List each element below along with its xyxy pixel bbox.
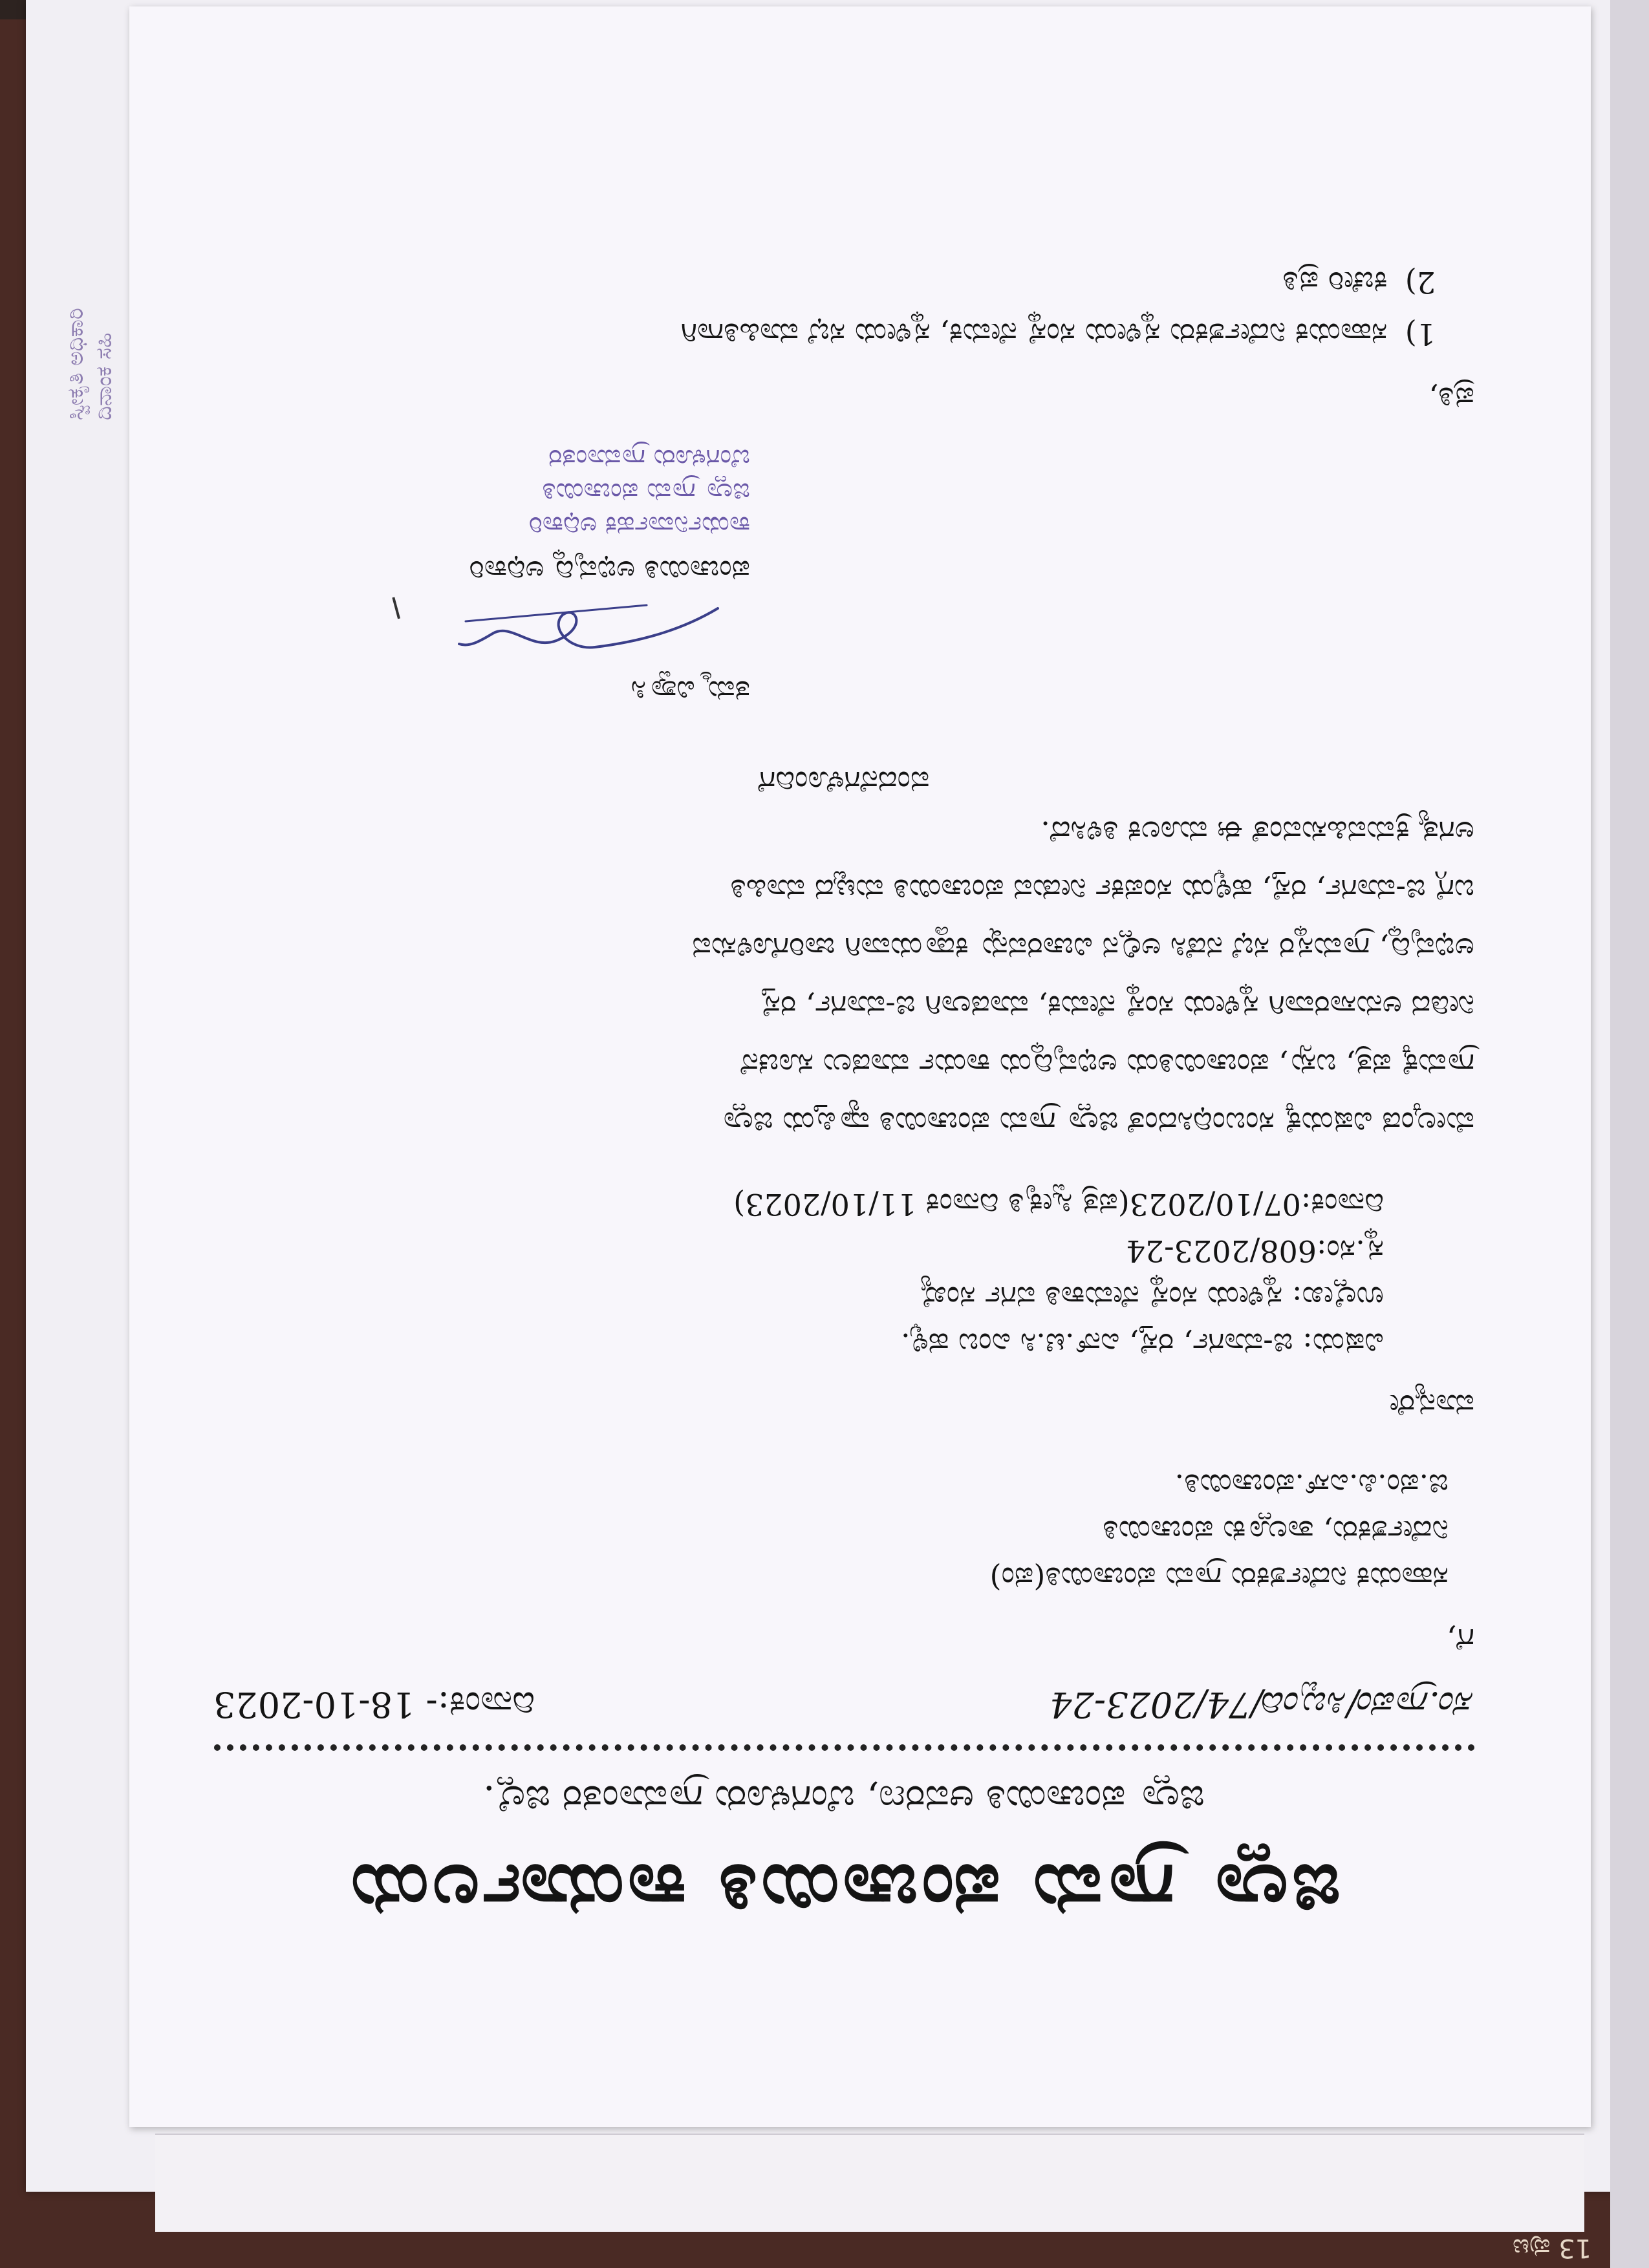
stamp-line: ಬೆಂಗಳೂರು ಗ್ರಾಮಾಂತರ bbox=[548, 444, 750, 473]
copy-to-text: ಸಹಾಯಕ ನಿರ್ದೇಶಕರು ಸ್ಥಳೀಯ ಸಂಸ್ಥೆ ನೇಮಕ, ಸ್ಥಳೀಯ ಸಭೆ ಮಾಹಿತಿಗಾಗಿ bbox=[680, 317, 1388, 352]
body-line: ಅಗತ್ಯ ಕ್ರಮವಹಿಸುವಂತೆ ಈ ಮೂಲಕ ತಿಳಿಸಿದೆ. bbox=[1040, 815, 1474, 850]
letterhead-divider bbox=[213, 1744, 1474, 1751]
lower-paper-strip bbox=[155, 2134, 1584, 2232]
side-received-stamp bbox=[61, 84, 120, 420]
addressee-line: ಸಹಾಯಕ ನಿರ್ದೇಶಕರು ಗ್ರಾಮ ಪಂಚಾಯಿತಿ(ಪಂ) bbox=[989, 1561, 1449, 1596]
stamp-line: ಜಿಲ್ಲಾ ಗ್ರಾಮ ಪಂಚಾಯಿತಿ bbox=[542, 477, 750, 507]
reference-number: ಸಂ.ಗ್ರಾಪಂ/ಸಿಬ್ಬಂದಿ/74/2023-24 bbox=[1050, 1684, 1474, 1725]
body-line: ಮೇಲ್ಕಂಡ ವಿಷಯಕ್ಕೆ ಸಂಬಂಧಿಸಿದಂತೆ ಜಿಲ್ಲಾ ಗ್ರಾಮ ಪಂಚಾಯಿತಿ ವ್ಯಾಪ್ತಿಯ ಜಿಲ್ಲಾ bbox=[720, 1106, 1474, 1140]
signature-block bbox=[213, 442, 750, 712]
to-label: ಗೆ, bbox=[1446, 1621, 1474, 1658]
letterhead-title: ಜಿಲ್ಲಾ ಗ್ರಾಮ ಪಂಚಾಯಿತಿ ಕಾರ್ಯಾಲಯ bbox=[347, 1848, 1341, 1933]
official-stamp bbox=[213, 442, 750, 542]
addressee-line: ಜಿ.ಪಂ.ಪಿ.ಎಸ್.ಪಂಚಾಯಿತಿ. bbox=[1174, 1468, 1449, 1503]
subject-line: ವಿಷಯ: ಜಿ-ಮಾರ್ಗ, ರಸ್ತೆ, ಎನ್.ಟಿ.ಸಿ ಎಂಬ ಹಳ್ಳಿ. bbox=[901, 1327, 1384, 1362]
copy-to-number: 2) bbox=[1405, 265, 1436, 300]
letter-date: ದಿನಾಂಕ:- 18-10-2023 bbox=[213, 1684, 535, 1725]
reference-line: ದಿನಾಂಕ:07/10/2023(ಪತ್ರ ಸ್ವೀಕೃತಿ ದಿನಾಂಕ 11/10/2023) bbox=[733, 1187, 1384, 1222]
letterhead-subtitle: ಜಿಲ್ಲಾ ಪಂಚಾಯಿತಿ ಆವರಣ, ಬೆಂಗಳೂರು ಗ್ರಾಮಾಂತರ ಜಿಲ್ಲೆ. bbox=[483, 1777, 1205, 1821]
copy-to-list bbox=[213, 257, 1436, 360]
copy-to-item bbox=[213, 308, 1436, 360]
reference-row bbox=[213, 1684, 1474, 1725]
side-stamp-line: ದಿನಾಂಕ ಸಹಿ bbox=[91, 332, 117, 420]
copy-to-number: 1) bbox=[1405, 317, 1436, 352]
yours-faithfully: ತಮ್ಮ ವಿಶ್ವಾಸಿ bbox=[630, 674, 750, 707]
copy-to-label: ಪ್ರತಿ, bbox=[1428, 381, 1474, 416]
body-line: ಗ್ರಾಮಕ್ಕೆ ಪತ್ರ, ಬಸ್ಸು, ಪಂಚಾಯಿತಿಯ ಅಭಿವೃದ್ಧಿಯ ಕಾರ್ಯ ಮಾಡಲು ಸೂಚನೆ bbox=[740, 1047, 1474, 1082]
addressee-block bbox=[213, 1462, 1474, 1601]
copy-to-text: ಕಚೇರಿ ಪ್ರತಿ bbox=[1282, 265, 1388, 300]
body-paragraph bbox=[213, 806, 1474, 1149]
copy-to-item bbox=[213, 257, 1436, 308]
body-line: ಅಭಿವೃದ್ಧಿ, ಗ್ರಾಮಸ್ಥರ ಸಭೆ ನಡೆಸಿ ಅಲ್ಲಿನ ವಿಚಾರವನ್ನು ಕಡ್ಡಾಯವಾಗಿ ಜಾರಿಗೊಳಿಸುವ bbox=[692, 931, 1474, 966]
addressee-line: ನಿರ್ದೇಶಕರು, ತಾಲ್ಲೂಕು ಪಂಚಾಯಿತಿ bbox=[1103, 1514, 1449, 1549]
reference-line: ಸ್ಥ.ಸಂ:608/2023-24 bbox=[1126, 1234, 1384, 1268]
side-stamp-line: ಸ್ವೀಕೃತಿ ಅಧಿಕಾರಿ bbox=[63, 308, 89, 420]
handwritten-signature bbox=[453, 595, 724, 667]
body-line: ಬಗ್ಗೆ ಜಿ-ಮಾರ್ಗ, ರಸ್ತೆ, ಹಳ್ಳಿಯ ಸಂಪರ್ಕ ನೀಡುವ ಪಂಚಾಯಿತಿ ಮಟ್ಟದ ಮಾಹಿತಿ bbox=[730, 873, 1474, 908]
reference-line: ಉಲ್ಲೇಖ: ಸ್ಥಳೀಯ ಸಂಸ್ಥೆ ನೇಮಕಾತಿ ವರ್ಗ ಸಂಖ್ಯೆ bbox=[920, 1280, 1384, 1315]
stamp-line: ಕಾರ್ಯನಿರ್ವಾಹಕ ಅಧಿಕಾರಿ bbox=[528, 511, 750, 540]
body-line: ನೀಡಿದ ಅನುಸಾರವಾಗಿ ಸ್ಥಳೀಯ ಸಂಸ್ಥೆ ನೇಮಕ, ಮಾಡಲಾಗಿ ಜಿ-ಮಾರ್ಗ, ರಸ್ತೆ bbox=[760, 989, 1474, 1024]
salutation: ಮಾನ್ಯರೇ bbox=[1389, 1388, 1474, 1423]
signatory-designation: ಪಂಚಾಯಿತಿ ಅಭಿವೃದ್ಧಿ ಅಧಿಕಾರಿ bbox=[469, 554, 750, 587]
page-number: 13 ಪುಟ bbox=[1512, 2233, 1592, 2263]
letter-content bbox=[129, 6, 1591, 2127]
subject-reference-block bbox=[213, 1181, 1384, 1367]
letter-body bbox=[213, 257, 1474, 1933]
closing-text: ವಂದನೆಗಳೊಂದಿಗೆ bbox=[758, 765, 930, 800]
desk-edge-right bbox=[1610, 0, 1649, 2268]
